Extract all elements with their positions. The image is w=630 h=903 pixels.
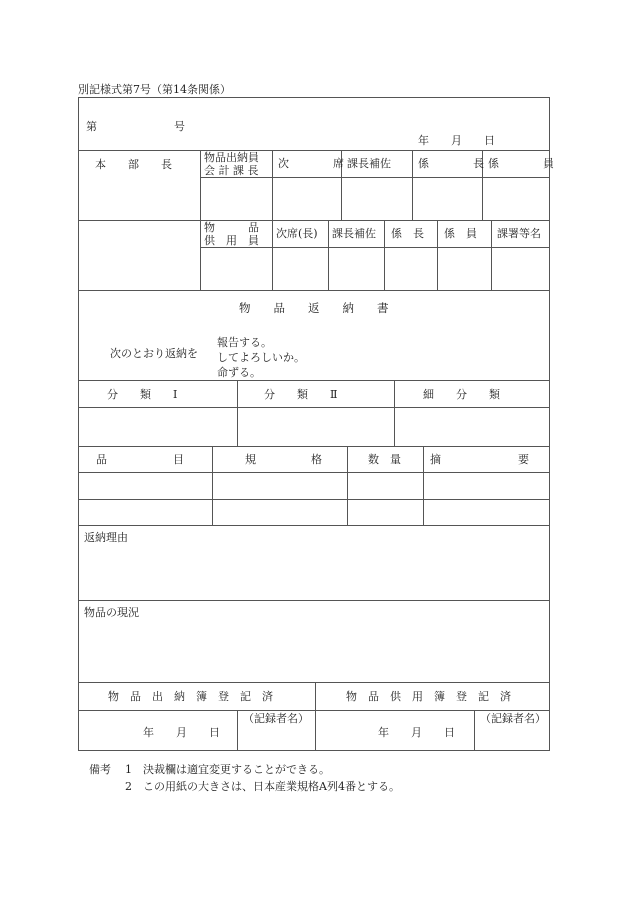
divider: [491, 220, 492, 290]
ledger-date-right: 年 月 日: [378, 726, 455, 739]
divider: [384, 220, 385, 290]
note-1-text: 決裁欄は適宜変更することができる。: [143, 763, 330, 776]
item-official-label: 物品出納員: [204, 151, 259, 164]
kakariin-label: 係 員: [488, 157, 554, 170]
divider: [78, 525, 550, 526]
lead-text: 次のとおり返納を: [110, 347, 198, 360]
divider: [78, 150, 550, 151]
divider: [78, 472, 550, 473]
divider: [315, 682, 316, 751]
divider: [423, 446, 424, 525]
item-status-label: 物品の現況: [84, 606, 139, 619]
divider: [412, 150, 413, 220]
divider: [237, 710, 238, 751]
note-2-text: この用紙の大きさは、日本産業規格A列4番とする。: [143, 780, 400, 793]
divider: [78, 682, 550, 683]
recorder-label-left: （記録者名）: [243, 712, 309, 725]
kakaricho-label-2: 係 長: [391, 227, 424, 240]
quantity-header: 数 量: [368, 453, 401, 466]
remarks-header: 摘 要: [430, 453, 529, 466]
form-title: 別記様式第7号（第14条関係）: [78, 83, 231, 96]
note-1-number: 1: [125, 763, 132, 776]
kasho-tou-label: 課署等名: [497, 227, 541, 240]
return-reason-label: 返納理由: [84, 531, 128, 544]
notes-heading: 備考: [89, 763, 111, 776]
divider: [272, 220, 273, 290]
kakaricho-label: 係 長: [418, 157, 484, 170]
divider: [212, 446, 213, 525]
kakariin-label-2: 係 員: [444, 227, 477, 240]
divider: [328, 220, 329, 290]
option-order: 命ずる。: [217, 366, 261, 379]
item-official-label-2: 会 計 課 長: [204, 164, 259, 177]
sub-classification-header: 細 分 類: [423, 388, 500, 401]
document-title: 物 品 返 納 書: [239, 301, 389, 315]
divider: [200, 177, 550, 178]
jiseki-cho-label: 次席(長): [276, 227, 318, 240]
kacho-hosa-label-2: 課長補佐: [332, 227, 376, 240]
divider: [394, 380, 395, 446]
divider: [78, 710, 550, 711]
divider: [272, 150, 273, 220]
divider: [78, 499, 550, 500]
classification-2-header: 分 類 Ⅱ: [264, 388, 338, 401]
divider: [474, 710, 475, 751]
divider: [78, 220, 550, 221]
outgoing-ledger-label: 物 品 出 納 簿 登 記 済: [108, 690, 273, 703]
date-label: 年 月 日: [418, 134, 495, 147]
recorder-label-right: （記録者名）: [480, 712, 546, 725]
divider: [78, 290, 550, 291]
divider: [437, 220, 438, 290]
honbucho-label: 本 部 長: [95, 158, 172, 171]
ledger-date-left: 年 月 日: [143, 726, 220, 739]
user-official-label-2: 供 用 員: [204, 234, 259, 247]
option-request: してよろしいか。: [217, 351, 305, 364]
spec-header: 規 格: [245, 453, 322, 466]
user-official-label: 物 品: [204, 221, 259, 234]
divider: [78, 446, 550, 447]
divider: [347, 446, 348, 525]
form-frame: [78, 97, 550, 751]
divider: [78, 380, 550, 381]
divider: [200, 150, 201, 290]
option-report: 報告する。: [217, 336, 272, 349]
jiseki-label: 次 席: [278, 157, 344, 170]
divider: [78, 600, 550, 601]
classification-1-header: 分 類 Ⅰ: [107, 388, 178, 401]
document-number-label: 第 号: [86, 120, 185, 133]
divider: [78, 407, 550, 408]
note-2-number: 2: [125, 780, 132, 793]
kacho-hosa-label: 課長補佐: [347, 157, 391, 170]
divider: [237, 380, 238, 446]
use-ledger-label: 物 品 供 用 簿 登 記 済: [346, 690, 511, 703]
divider: [200, 247, 550, 248]
item-name-header: 品 目: [96, 453, 184, 466]
